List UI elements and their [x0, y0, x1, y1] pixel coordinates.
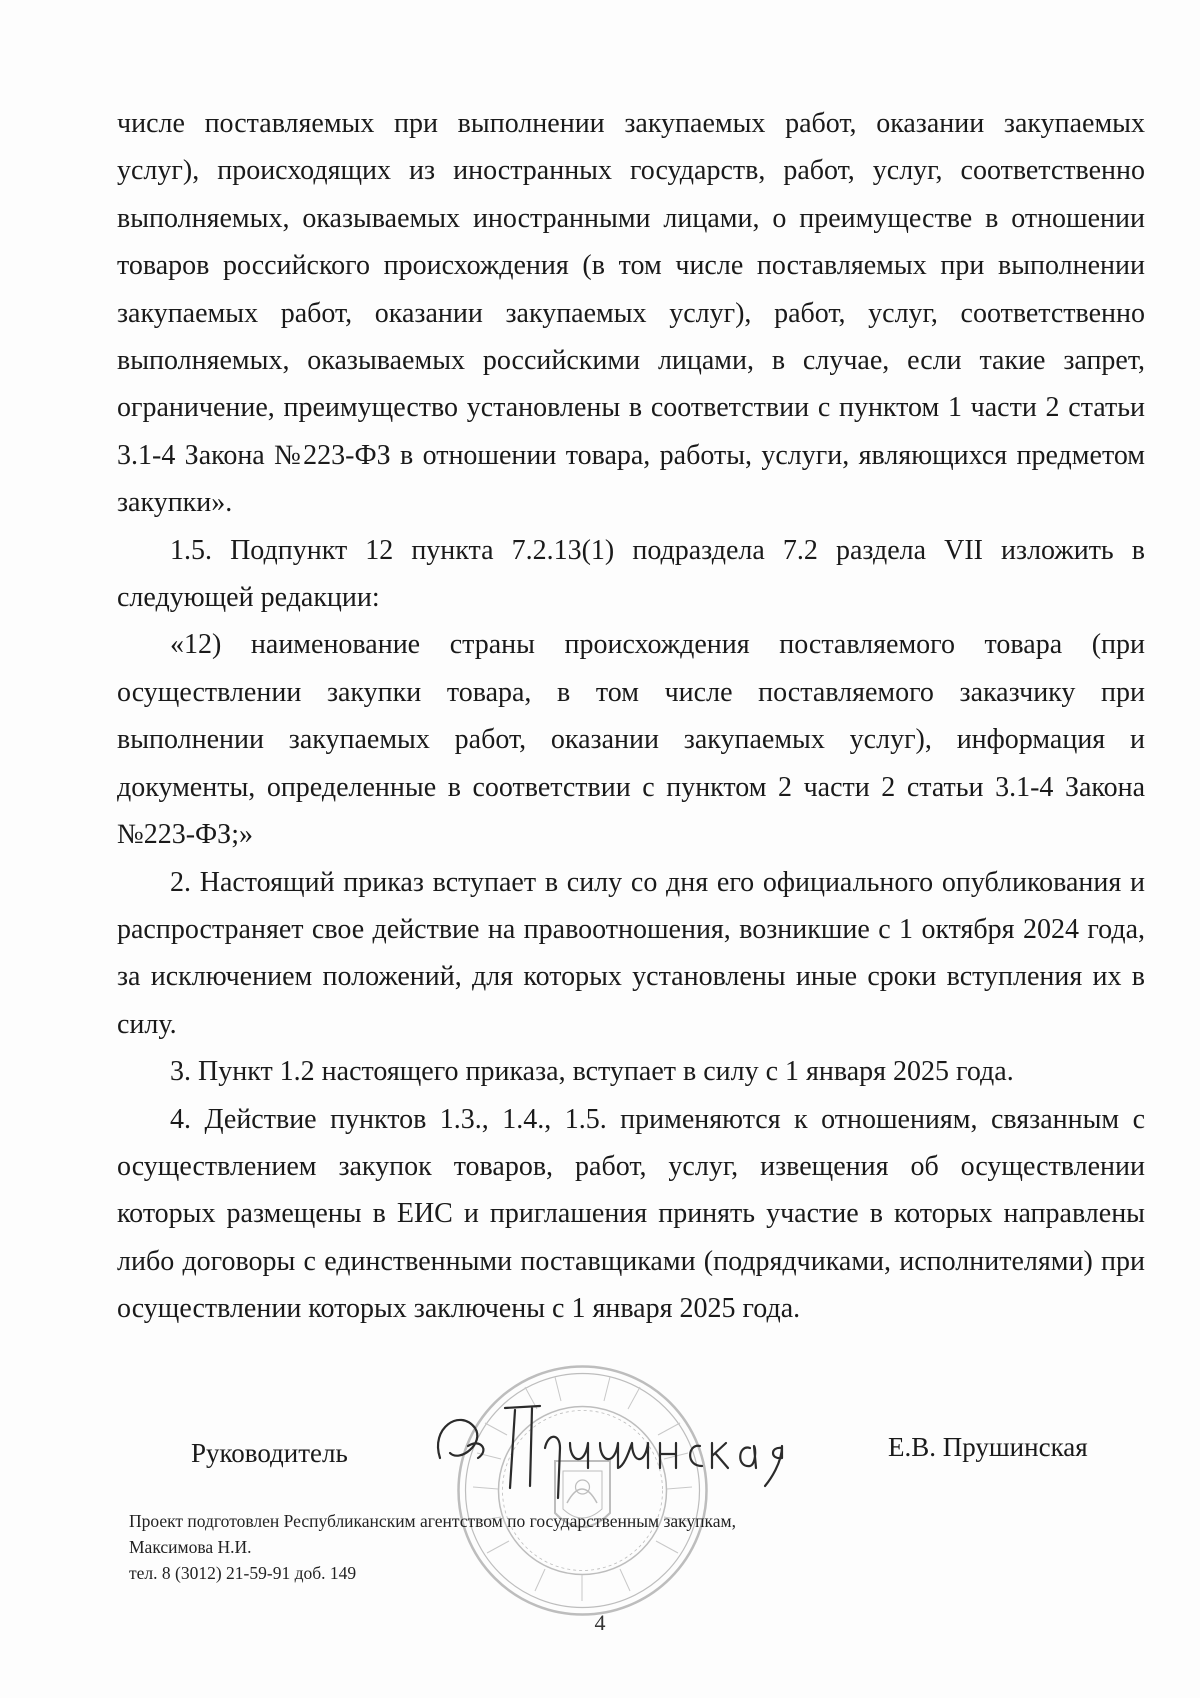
- signature-row: [0, 1432, 1200, 1488]
- prepared-by-line: Проект подготовлен Республиканским агентством по государственным закупкам,: [129, 1511, 736, 1531]
- paragraph-item-3: 3. Пункт 1.2 настоящего приказа, вступает в силу с 1 января 2025 года.: [170, 1056, 1014, 1088]
- signatory-role: Руководитель: [191, 1438, 348, 1468]
- prepared-by-person: Максимова Н.И.: [129, 1537, 252, 1557]
- paragraph-continuation: числе поставляемых при выполнении закупаемых работ, оказании закупаемых услуг), происходящих из иностранных государств, работ, услуг, соответственно выполняемых, оказываемых иностранными лицами, о преимуществе в отношении товаров российского происхождения (в том числе поставляемых при выполнении закупаемых работ, оказании закупаемых услуг), работ, услуг, соответственно выполняемых, оказываемых российскими лицами, в случае, если такие запрет, ограничение, преимущество установлены в соответствии с пунктом 1 части 2 статьи 3.1-4 Закона №223-ФЗ в отношении товара, работы, услуги, являющихся предметом закупки».: [117, 108, 1145, 519]
- paragraph-item-4: 4. Действие пунктов 1.3., 1.4., 1.5. применяются к отношениям, связанным с осуществлением закупок товаров, работ, услуг, извещения об осуществлении которых размещены в ЕИС и приглашения принять участие в которых направлены либо договоры с единственными поставщиками (подрядчиками, исполнителями) при осуществлении которых заключены с 1 января 2025 года.: [117, 1103, 1145, 1325]
- paragraph-item-2: 2. Настоящий приказ вступает в силу со дня его официального опубликования и распространяет свое действие на правоотношения, возникшие с 1 октября 2024 года, за исключением положений, для которых установлены иные сроки вступления их в силу.: [117, 866, 1145, 1040]
- paragraph-quote-12: «12) наименование страны происхождения поставляемого товара (при осуществлении закупки товара, в том числе поставляемого заказчику при выполнении закупаемых работ, оказании закупаемых услуг), информация и документы, определенные в соответствии с пунктом 2 части 2 статьи 3.1-4 Закона №223-ФЗ;»: [117, 629, 1145, 851]
- paragraph-item-1-5: 1.5. Подпункт 12 пункта 7.2.13(1) подраздела 7.2 раздела VII изложить в следующей редакции:: [117, 534, 1145, 614]
- prepared-by-note: [129, 1508, 736, 1586]
- signatory-name: Е.В. Прушинская: [888, 1432, 1088, 1462]
- page-number: 4: [594, 1610, 606, 1635]
- prepared-by-phone: тел. 8 (3012) 21-59-91 доб. 149: [129, 1563, 357, 1583]
- document-body: [117, 100, 1145, 1333]
